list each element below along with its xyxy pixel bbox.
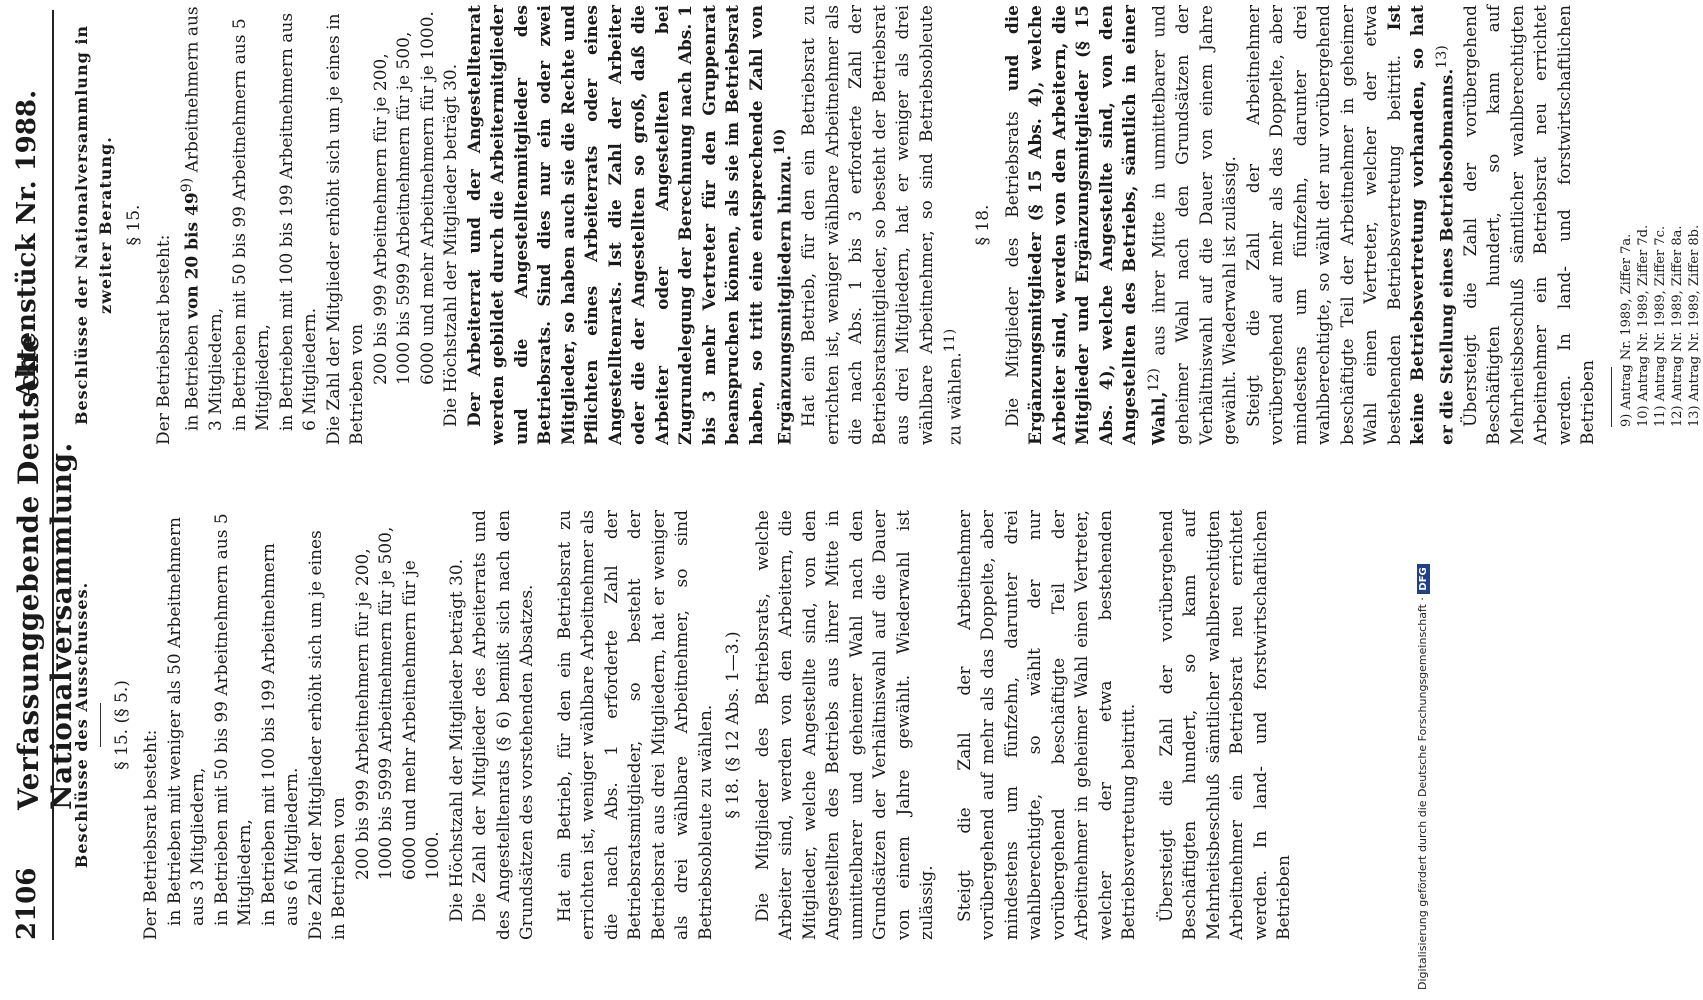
footnote: 12) Antrag Nr. 1989, Ziffer 8a. [1669, 225, 1685, 427]
credit-text: Digitalisierung gefördert durch die Deutsche Forschungsgemeinschaft · [1416, 597, 1429, 990]
list-item: in Betrieben mit 50 bis 99 Arbeitnehmern aus 5 Mitgliedern, [229, 18, 274, 431]
increase-text: Die Zahl der Mitglieder erhöht sich um je eines in Betrieben von [323, 13, 368, 445]
section-18-heading: § 18. (§ 12 Abs. 1—3.) [723, 631, 743, 819]
paragraph: Übersteigt die Zahl der vorübergehend Beschäftigten hundert, so kann auf Mehrheitsbeschluß sämtlicher wahlberechtigten Arbeitnehmer ein Betriebsrat neu errichtet werden. In land- und forstwirtschaftlichen Betrieben [1156, 510, 1294, 940]
tier-item: 6000 und mehr Arbeitnehmern für je 1000. [399, 560, 443, 880]
list-item: in Betrieben von 20 bis 49$^{9)}$ Arbeitnehmern aus 3 Mitgliedern, [179, 6, 227, 431]
intro-text: Der Betriebsrat besteht: [153, 234, 174, 445]
tier-item: 1000 bis 5999 Arbeitnehmern für je 500, [394, 31, 415, 385]
paragraph: Übersteigt die Zahl der vorübergehend Beschäftigten hundert, so kann auf Mehrheitsbeschluß sämtlicher wahlberechtigten Arbeitnehmer ein Betriebsrat neu errichtet werden. In land- und forstwirtschaftlichen Betrieben [1460, 5, 1599, 445]
bold-paragraph: Der Arbeiterrat und der Angestelltenrat werden gebildet durch die Arbeitermitglieder und die Angestelltenmitglieder des Betriebsrats. Sind dies nur ein oder zwei Mitglieder, so haben auch sie die Rechte und Pflichten eines Arbeiterrats oder eines Angestelltenrats. Ist die Zahl der Arbeiter oder die der Angestellten so groß, daß die Arbeiter oder Angestellten bei Zugrundelegung der Berechnung nach Abs. 1 bis 3 mehr Vertreter für den Gruppenrat beanspruchen können, als sie im Betriebsrat haben, so tritt eine entsprechende Zahl von Ergänzungsmitgliedern hinzu.$^{10)}$ [464, 5, 796, 445]
paragraph: Steigt die Zahl der Arbeitnehmer vorübergehend auf mehr als das Doppelte, aber mindestens um fünfzehn, darunter drei wahlberechtigte, so wählt der nur vorübergehend beschäftigte Teil der Arbeitnehmer in geheimer Wahl einen Vertreter, welcher der etwa bestehenden Betriebsvertretung beitritt. [954, 510, 1139, 940]
footnote: 11) Antrag Nr. 1989, Ziffer 7c. [1652, 225, 1668, 427]
left-column [70, 510, 1297, 940]
paragraph: Die Zahl der Mitglieder des Arbeiterrats und des Angestelltenrats (§ 6) bemißt sich nach den Grundsätzen des vorstehenden Absatzes. [470, 510, 537, 940]
footnote: 9) Antrag Nr. 1989, Ziffer 7a. [1618, 233, 1634, 427]
paragraph: Die Mitglieder des Betriebsrats und die Ergänzungsmitglieder (§ 15 Abs. 4), welche Arbeiter sind, werden von den Arbeitern, die Mitglieder und Ergänzungsmitglieder (§ 15 Abs. 4), welche Angestellte sind, von den Angestellten des Betriebs, sämtlich in einer Wahl,$^{12)}$ aus ihrer Mitte in unmittelbarer und geheimer Wahl nach den Grundsätzen der Verhältniswahl auf die Dauer von einem Jahre gewählt. Wiederwahl ist zulässig. [1002, 4, 1241, 445]
tier-item: 1000 bis 5999 Arbeitnehmern für je 500, [376, 526, 396, 880]
paragraph: Die Mitglieder des Betriebsrats, welche Arbeiter sind, werden von den Arbeitern, die Mitglieder, welche Angestellte sind, von den Angestellten des Betriebs aus ihrer Mitte in unmittelbarer und geheimer Wahl nach den Grundsätzen der Verhältniswahl auf die Dauer von einem Jahre gewählt. Wiederwahl ist zulässig. [752, 510, 937, 940]
page-number: 2106 [12, 867, 42, 940]
tier-item: 200 bis 999 Arbeitnehmern für je 200, [352, 548, 373, 880]
credit-line [1408, 0, 1434, 1000]
paragraph: Hat ein Betrieb, für den ein Betriebsrat zu errichten ist, weniger wählbare Arbeitnehmer als die nach Abs. 1 erforderte Zahl der Betriebsratsmitglieder, so besteht der Betriebsrat aus drei Mitgliedern, hat er weniger als drei wählbare Arbeitnehmer, so sind Betriebsobleute zu wählen. [554, 510, 716, 940]
section-15-heading: § 15. [124, 204, 144, 246]
increase-text: Die Zahl der Mitglieder erhöht sich um je eines in Betrieben von [305, 530, 349, 940]
footnote: 10) Antrag Nr. 1989, Ziffer 7d. [1635, 224, 1651, 427]
divider [100, 703, 101, 747]
paragraph: Hat ein Betrieb, für den ein Betriebsrat zu errichten ist, weniger wählbare Arbeitnehmer als die nach Abs. 1 bis 3 erforderte Zahl der Betriebsratsmitglieder, so besteht der Betriebsrat aus drei Mitgliedern, hat er weniger als drei wählbare Arbeitnehmer, so sind Betriebsobleute zu wählen.$^{11)}$ [799, 5, 966, 445]
right-column-heading: Beschlüsse der Nationalversammlung in zweiter Beratung. [72, 24, 115, 426]
intro-text: Der Betriebsrat besteht: [141, 729, 161, 940]
list-item: in Betrieben mit weniger als 50 Arbeitnehmern aus 3 Mitgliedern, [164, 517, 208, 926]
section-15-heading: § 15. (§ 5.) [111, 680, 132, 770]
paragraph: Steigt die Zahl der Arbeitnehmer vorübergehend auf mehr als das Doppelte, aber mindestens um fünfzehn, darunter drei wahlberechtigte, so wählt der nur vorübergehend beschäftigte Teil der Arbeitnehmer in geheimer Wahl einen Vertreter, welcher der etwa bestehenden Betriebsvertretung beitritt. Ist keine Betriebsvertretung vorhanden, so hat er die Stellung eines Betriebsobmanns.$^{13)}$ [1243, 5, 1458, 445]
right-column [70, 5, 1703, 445]
max-text: Die Höchstzahl der Mitglieder beträgt 30. [441, 63, 462, 427]
header-rule [52, 10, 54, 940]
page-title: Verfassunggebende Deutsche Nationalversammlung. [12, 334, 78, 810]
list-item: in Betrieben mit 100 bis 199 Arbeitnehmern aus 6 Mitgliedern. [276, 12, 321, 431]
section-18-heading: § 18. [973, 204, 994, 246]
dfg-logo-icon: DFG [1417, 564, 1430, 593]
tier-item: 200 bis 999 Arbeitnehmern für je 200, [370, 53, 391, 385]
document-reference: Aktenstück Nr. 1988. [12, 90, 42, 399]
list-item: in Betrieben mit 50 bis 99 Arbeitnehmern aus 5 Mitgliedern, [211, 513, 255, 926]
page-header [8, 10, 78, 940]
tier-item: 6000 und mehr Arbeitnehmern für je 1000. [417, 11, 438, 385]
footnote-rule [1611, 367, 1612, 427]
list-item: in Betrieben mit 100 bis 199 Arbeitnehmern aus 6 Mitgliedern. [258, 543, 302, 926]
footnote: 13) Antrag Nr. 1989, Ziffer 8b. [1686, 224, 1702, 427]
max-text: Die Höchstzahl der Mitglieder beträgt 30. [446, 558, 467, 922]
left-column-heading: Beschlüsse des Ausschusses. [72, 581, 91, 869]
